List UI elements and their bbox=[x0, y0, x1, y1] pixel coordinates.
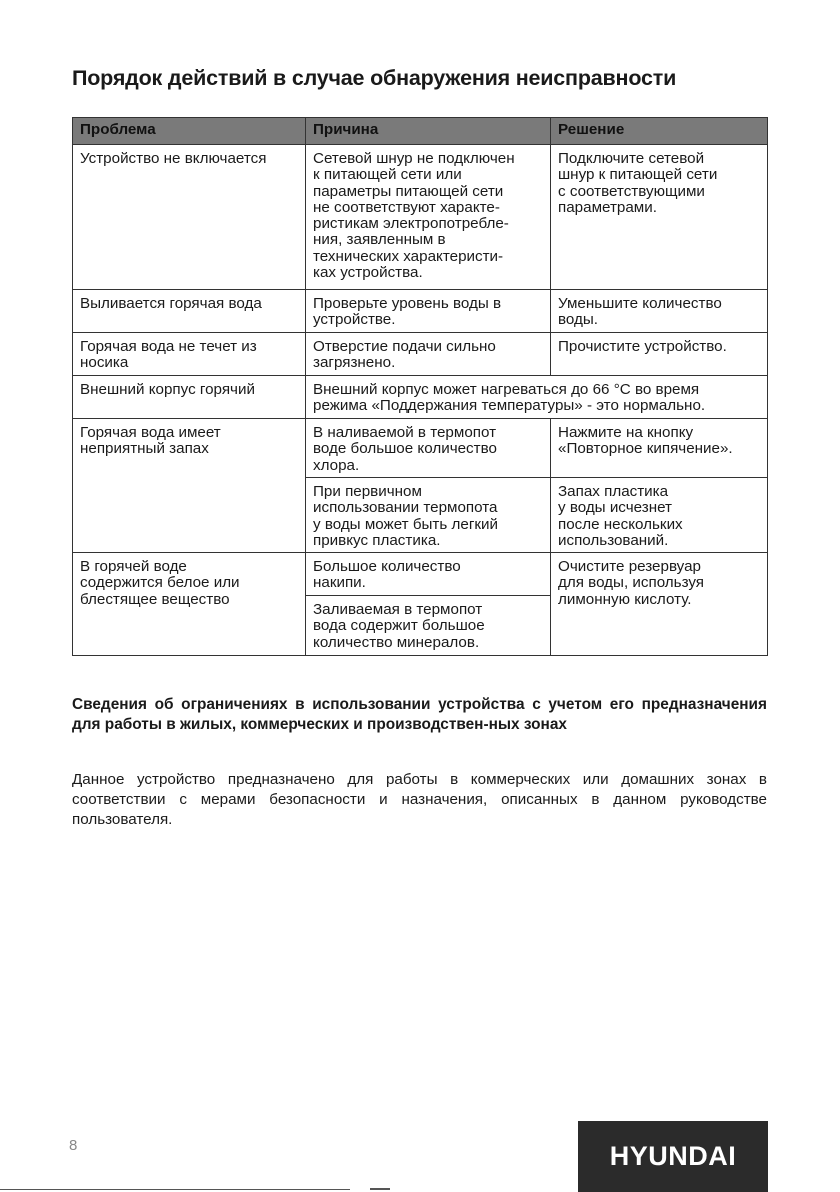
solution-cell: Прочистите устройство. bbox=[551, 333, 768, 376]
problem-cell: Устройство не включается bbox=[73, 145, 306, 290]
cause-cell: Заливаемая в термопот вода содержит большое количество минералов. bbox=[306, 596, 551, 656]
table-header-row bbox=[73, 118, 768, 145]
problem-cell: Внешний корпус горячий bbox=[73, 376, 306, 419]
problem-cell: Горячая вода не течет из носика bbox=[73, 333, 306, 376]
solution-cell: Уменьшите количество воды. bbox=[551, 290, 768, 333]
cause-cell: При первичном использовании термопота у воды может быть легкий привкус пластика. bbox=[306, 478, 551, 553]
footer-rule-mark bbox=[370, 1188, 390, 1190]
solution-cell: Нажмите на кнопку «Повторное кипячение». bbox=[551, 419, 768, 478]
column-header-solution: Решение bbox=[551, 118, 768, 145]
problem-cell: Выливается горячая вода bbox=[73, 290, 306, 333]
cause-cell: В наливаемой в термопот воде большое количество хлора. bbox=[306, 419, 551, 478]
table-row bbox=[73, 419, 768, 478]
problem-cell: В горячей воде содержится белое или блестящее вещество bbox=[73, 553, 306, 656]
table-row bbox=[73, 145, 768, 290]
cause-cell: Большое количество накипи. bbox=[306, 553, 551, 596]
cause-cell: Внешний корпус может нагреваться до 66 °С во время режима «Поддержания температуры» - это нормально. bbox=[306, 376, 768, 419]
cause-cell: Отверстие подачи сильно загрязнено. bbox=[306, 333, 551, 376]
page-number: 8 bbox=[69, 1137, 78, 1154]
troubleshooting-table bbox=[72, 117, 768, 656]
page-title: Порядок действий в случае обнаружения неисправности bbox=[72, 66, 677, 90]
section-body: Данное устройство предназначено для работы в коммерческих или домашних зонах в соответствии с мерами безопасности и назначения, описанных в данном руководстве пользователя. bbox=[72, 771, 767, 828]
footer-rule bbox=[0, 1189, 350, 1190]
column-header-problem: Проблема bbox=[73, 118, 306, 145]
cause-cell: Сетевой шнур не подключен к питающей сети или параметры питающей сети не соответствуют характе- ристикам электропотребле- ния, заявленным в технических характеристи- ках устройства. bbox=[306, 145, 551, 290]
table-row bbox=[73, 376, 768, 419]
cause-cell: Проверьте уровень воды в устройстве. bbox=[306, 290, 551, 333]
section-heading: Сведения об ограничениях в использовании устройства с учетом его предназначения для работы в жилых, коммерческих и производствен-ных зонах bbox=[72, 696, 767, 733]
brand-logo: HYUNDAI bbox=[578, 1121, 768, 1192]
table-row bbox=[73, 290, 768, 333]
problem-cell: Горячая вода имеет неприятный запах bbox=[73, 419, 306, 553]
table-row bbox=[73, 333, 768, 376]
solution-cell: Запах пластика у воды исчезнет после нескольких использований. bbox=[551, 478, 768, 553]
solution-cell: Подключите сетевой шнур к питающей сети с соответствующими параметрами. bbox=[551, 145, 768, 290]
solution-cell: Очистите резервуар для воды, используя лимонную кислоту. bbox=[551, 553, 768, 656]
column-header-cause: Причина bbox=[306, 118, 551, 145]
table-row bbox=[73, 553, 768, 596]
